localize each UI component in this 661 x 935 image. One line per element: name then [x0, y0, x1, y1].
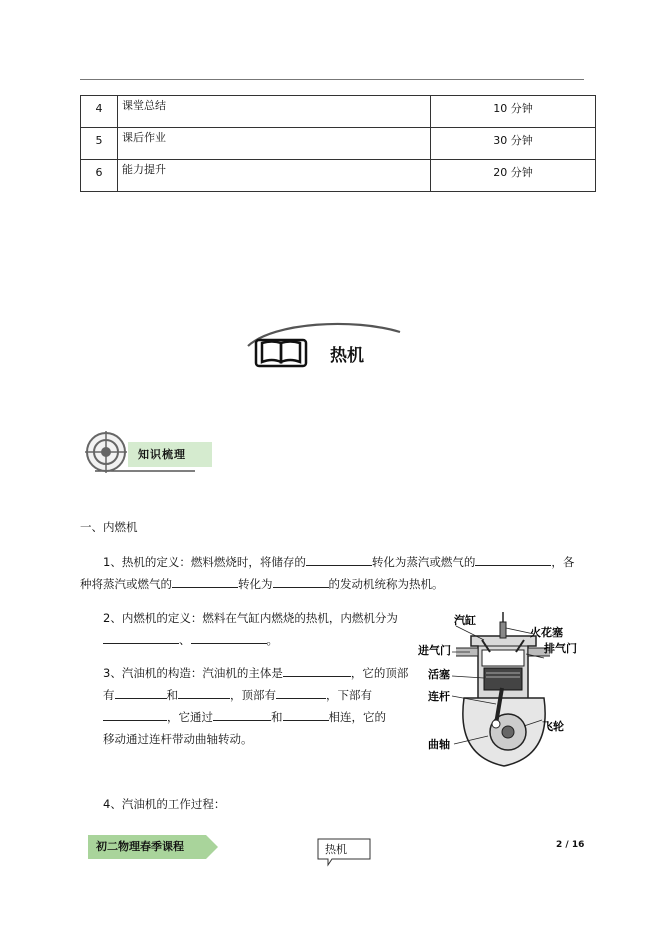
label-cylinder: 汽缸 — [454, 614, 476, 627]
label-spark-plug: 火花塞 — [530, 626, 563, 639]
label-rod: 连杆 — [428, 690, 450, 703]
row-activity: 课后作业 — [118, 128, 431, 160]
paragraph-3-line4: 移动通过连杆带动曲轴转动。 — [103, 732, 253, 746]
schedule-table — [80, 95, 596, 192]
table-row — [81, 128, 596, 160]
header-rule — [80, 79, 584, 80]
page-number: 2 / 16 — [556, 840, 585, 850]
row-activity: 能力提升 — [118, 160, 431, 192]
section-badge-label: 知识梳理 — [128, 442, 212, 467]
paragraph-3-line2: 有 和 ，顶部有 ，下部有 — [103, 684, 413, 706]
row-time: 20 分钟 — [431, 160, 596, 192]
row-number: 6 — [81, 160, 118, 192]
row-time: 10 分钟 — [431, 96, 596, 128]
paragraph-4: 4、汽油机的工作过程： — [103, 797, 226, 811]
row-time: 30 分钟 — [431, 128, 596, 160]
course-label: 初二物理春季课程 — [96, 840, 184, 853]
paragraph-1-cont: 种将蒸汽或燃气的 转化为 的发动机统称为热机。 — [80, 573, 590, 595]
paragraph-1: 1、热机的定义：燃料燃烧时，将储存的 转化为蒸汽或燃气的 ，各 — [103, 551, 593, 573]
label-flywheel: 飞轮 — [542, 720, 564, 733]
label-piston: 活塞 — [428, 668, 450, 681]
table-row — [81, 96, 596, 128]
engine-diagram — [416, 606, 586, 776]
label-crankshaft: 曲轴 — [428, 738, 450, 751]
section-heading: 一、内燃机 — [80, 520, 138, 534]
paragraph-3-line3: ，它通过 和 相连，它的 — [103, 706, 413, 728]
book-icon — [244, 320, 404, 370]
label-exhaust: 排气门 — [544, 642, 577, 655]
paragraph-3: 3、汽油机的构造：汽油机的主体是 ，它的顶部 — [103, 662, 413, 684]
row-activity: 课堂总结 — [118, 96, 431, 128]
table-row — [81, 160, 596, 192]
paragraph-2-blanks: 、 。 — [103, 629, 413, 651]
row-number: 5 — [81, 128, 118, 160]
row-number: 4 — [81, 96, 118, 128]
label-intake: 进气门 — [418, 644, 451, 657]
chapter-title: 热机 — [330, 346, 364, 366]
paragraph-2: 2、内燃机的定义：燃料在气缸内燃烧的热机，内燃机分为 — [103, 611, 398, 625]
footer-topic: 热机 — [325, 843, 347, 856]
